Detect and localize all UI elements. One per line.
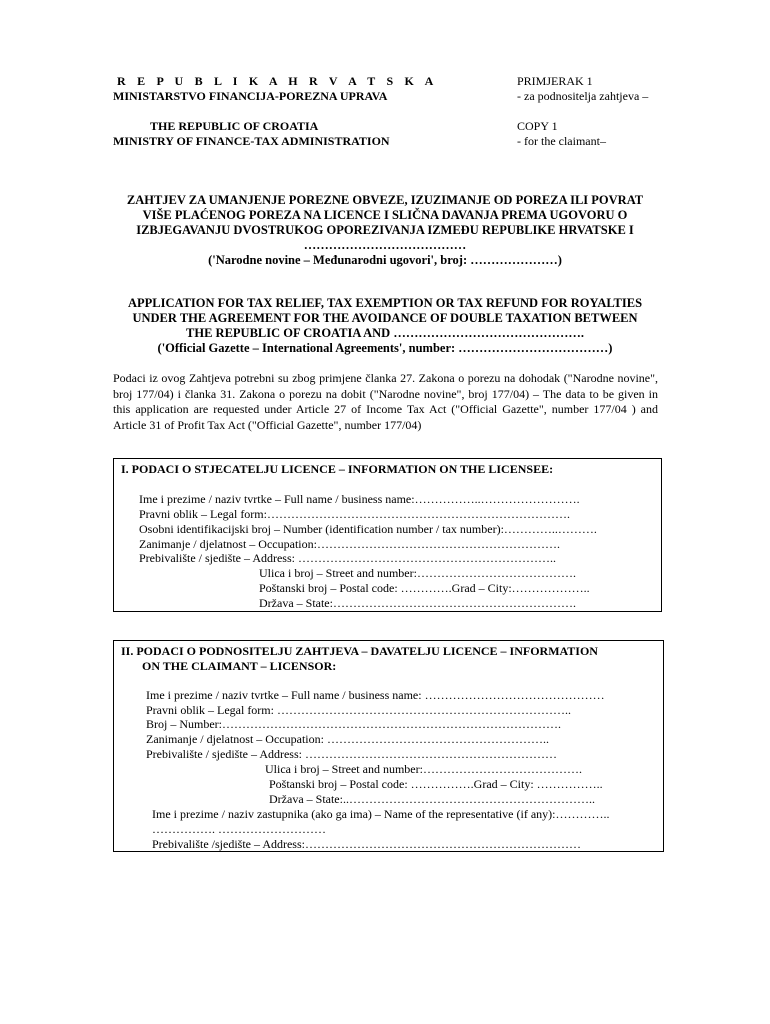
- claimant-street-field[interactable]: Ulica i broj – Street and number:………………………………….: [265, 762, 582, 776]
- claimant-number-field[interactable]: Broj – Number:………………………………………………………………………….: [146, 717, 561, 731]
- claimant-state-field[interactable]: Država – State:..……………………………………………………..: [269, 792, 595, 806]
- licensee-name-field[interactable]: Ime i prezime / naziv tvrtke – Full name / business name:……………..…………………….: [139, 492, 580, 506]
- title-hr-line3: IZBJEGAVANJU DVOSTRUKOG OPOREZIVANJA IZMEĐU REPUBLIKE HRVATSKE I: [136, 223, 634, 237]
- licensee-occupation-field[interactable]: Zanimanje / djelatnost – Occupation:…………………………………………………….: [139, 537, 560, 551]
- copy-sub-en: - for the claimant–: [517, 134, 606, 148]
- representative-name-continuation[interactable]: ……………. ………………………: [152, 822, 326, 836]
- title-en-line3: THE REPUBLIC OF CROATIA AND ……………………………………….: [186, 326, 584, 340]
- licensee-section: [113, 458, 662, 612]
- claimant-section: [113, 640, 664, 852]
- title-hr-line4: …………………………………: [303, 238, 467, 252]
- title-hr-line2: VIŠE PLAĆENOG POREZA NA LICENCE I SLIČNA DAVANJA PREMA UGOVORU O: [142, 208, 628, 222]
- claimant-address-field[interactable]: Prebivalište / sjedište – Address: ………………………………………………………: [146, 747, 557, 761]
- title-en-line1: APPLICATION FOR TAX RELIEF, TAX EXEMPTION OR TAX REFUND FOR ROYALTIES: [127, 296, 643, 310]
- representative-name-field[interactable]: Ime i prezime / naziv zastupnika (ako ga ima) – Name of the representative (if any):…………..: [152, 807, 610, 821]
- republic-en: THE REPUBLIC OF CROATIA: [150, 119, 319, 133]
- republic-hr: R E P U B L I K A H R V A T S K A: [117, 74, 438, 88]
- title-hr-line5: ('Narodne novine – Međunarodni ugovori', broj: …………………): [208, 253, 562, 267]
- claimant-occupation-field[interactable]: Zanimanje / djelatnost – Occupation: ………………………………………………..: [146, 732, 549, 746]
- ministry-en: MINISTRY OF FINANCE-TAX ADMINISTRATION: [113, 134, 390, 148]
- intro-paragraph: Podaci iz ovog Zahtjeva potrebni su zbog primjene članka 27. Zakona o porezu na dohodak ("Narodne novine", broj 177/04) i članka 31. Zakona o porezu na dobit ("Narodne novine", broj 177/04) – The data to be given in this application are requested under Article 27 of Income Tax Act ("Official Gazette", number 177/04 ) and Article 31 of Profit Tax Act ("Official Gazette", number 177/04): [113, 371, 658, 432]
- claimant-legal-form-field[interactable]: Pravni oblik – Legal form: ………………………………………………………………..: [146, 703, 571, 717]
- licensee-oib-field[interactable]: Osobni identifikacijski broj – Number (identification number / tax number):…………..……….: [139, 522, 597, 536]
- licensee-state-field[interactable]: Država – State:…………………………………………………….: [259, 596, 576, 610]
- copy-label-en: COPY 1: [517, 119, 558, 133]
- licensee-address-field[interactable]: Prebivalište / sjedište – Address: ………………………………………………………..: [139, 551, 556, 565]
- claimant-postal-city-field[interactable]: Poštanski broj – Postal code: …………….Grad – City: ……………..: [269, 777, 603, 791]
- claimant-name-field[interactable]: Ime i prezime / naziv tvrtke – Full name / business name: ………………………………………: [146, 688, 605, 702]
- title-en-line4: ('Official Gazette – International Agreements', number: ………………………………): [157, 341, 613, 355]
- claimant-section-title-line1: II. PODACI O PODNOSITELJU ZAHTJEVA – DAVATELJU LICENCE – INFORMATION: [121, 644, 598, 658]
- licensee-postal-city-field[interactable]: Poštanski broj – Postal code: ………….Grad – City:………………..: [259, 581, 590, 595]
- copy-label-hr: PRIMJERAK 1: [517, 74, 593, 88]
- licensee-street-field[interactable]: Ulica i broj – Street and number:………………………………….: [259, 566, 576, 580]
- title-hr-line1: ZAHTJEV ZA UMANJENJE POREZNE OBVEZE, IZUZIMANJE OD POREZA ILI POVRAT: [126, 193, 644, 207]
- ministry-hr: MINISTARSTVO FINANCIJA-POREZNA UPRAVA: [113, 89, 388, 103]
- licensee-section-title: I. PODACI O STJECATELJU LICENCE – INFORMATION ON THE LICENSEE:: [121, 462, 554, 476]
- title-en-line2: UNDER THE AGREEMENT FOR THE AVOIDANCE OF DOUBLE TAXATION BETWEEN: [132, 311, 638, 325]
- licensee-legal-form-field[interactable]: Pravni oblik – Legal form:………………………………………………………………….: [139, 507, 570, 521]
- representative-address-field[interactable]: Prebivalište /sjedište – Address:……………………………………………………………: [152, 837, 581, 851]
- claimant-section-title-line2: ON THE CLAIMANT – LICENSOR:: [142, 659, 337, 673]
- copy-sub-hr: - za podnositelja zahtjeva –: [517, 89, 649, 103]
